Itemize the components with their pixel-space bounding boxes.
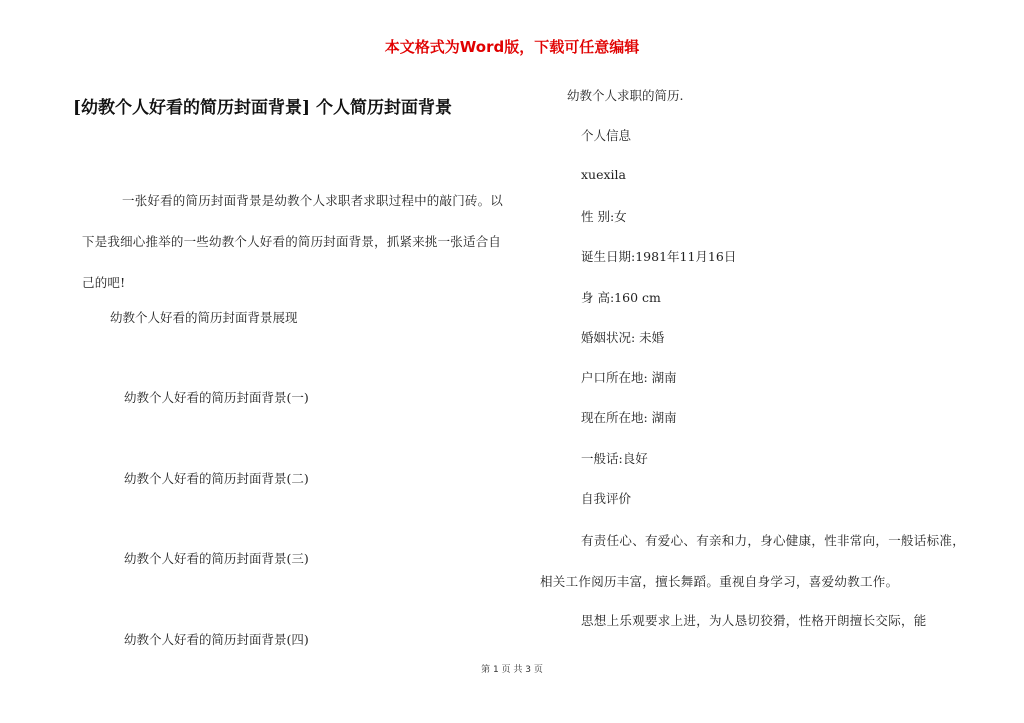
resume-name: xuexila — [581, 167, 626, 182]
resume-height: 身 高:160 cm — [581, 290, 661, 305]
resume-mandarin-level: 一般话:良好 — [581, 451, 648, 466]
resume-current-location: 现在所在地: 湖南 — [581, 410, 677, 425]
resume-section-personal-info: 个人信息 — [581, 128, 632, 143]
showcase-subtitle: 幼教个人好看的简历封面背景展现 — [110, 310, 298, 325]
self-evaluation-paragraph: 有责任心、有爱心、有亲和力，身心健康，性非常向，一般话标准，相关工作阅历丰富，擅长舞蹈。重视自身学习，喜爱幼教工作。 — [540, 533, 966, 589]
background-item-2: 幼教个人好看的简历封面背景(二) — [124, 471, 309, 486]
resume-household-registration: 户口所在地: 湖南 — [581, 370, 677, 385]
self-evaluation-paragraph-2: 思想上乐观要求上进，为人恳切狡猾，性格开朗擅长交际，能 — [581, 613, 927, 628]
resume-marital-status: 婚姻状况: 未婚 — [581, 330, 665, 345]
document-title: [幼教个人好看的简历封面背景] 个人简历封面背景 — [73, 98, 453, 118]
background-item-1: 幼教个人好看的简历封面背景(一) — [124, 390, 309, 405]
resume-gender: 性 别:女 — [581, 209, 627, 224]
resume-birthdate: 诞生日期:1981年11月16日 — [581, 249, 737, 264]
page-number-footer: 第 1 页 共 3 页 — [481, 665, 543, 675]
word-format-banner: 本文格式为Word版，下载可任意编辑 — [384, 38, 640, 56]
resume-section-self-evaluation: 自我评价 — [581, 491, 632, 506]
intro-paragraph: 一张好看的简历封面背景是幼教个人求职者求职过程中的敲门砖。以下是我细心推举的一些幼教个人好看的简历封面背景，抓紧来挑一张适合自己的吧! — [82, 193, 504, 290]
resume-heading: 幼教个人求职的简历. — [567, 88, 684, 103]
background-item-3: 幼教个人好看的简历封面背景(三) — [124, 551, 309, 566]
background-item-4: 幼教个人好看的简历封面背景(四) — [124, 632, 309, 647]
